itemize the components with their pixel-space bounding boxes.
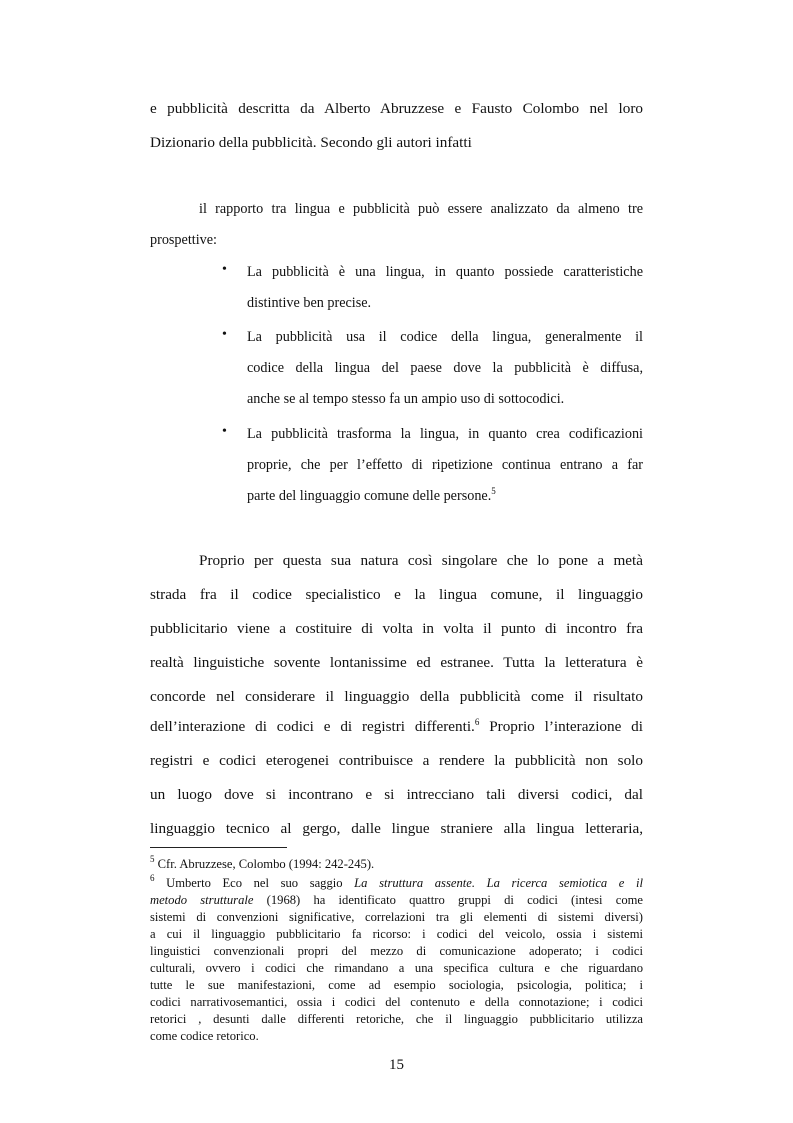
footnote-6-line-7: tutte le sue manifestazioni, come ad esempio sociologia, psicologia, politica; i <box>150 978 643 992</box>
body-line-6 <box>150 717 643 737</box>
bullet-1-line-1: La pubblicità è una lingua, in quanto possiede caratteristiche <box>247 264 643 280</box>
body-line-6-head: dell’interazione di codici e di registri differenti. <box>150 718 475 735</box>
body-line-5: concorde nel considerare il linguaggio della pubblicità come il risultato <box>150 688 643 705</box>
footnote-6-line-10: come codice retorico. <box>150 1029 259 1043</box>
body-line-4: realtà linguistiche sovente lontanissime ed estranee. Tutta la letteratura è <box>150 654 643 671</box>
quote-line-1: il rapporto tra lingua e pubblicità può essere analizzato da almeno tre <box>199 201 643 217</box>
bullet-3-line-3 <box>247 486 496 506</box>
footnote-6-pre: Umberto Eco nel suo saggio <box>154 876 355 890</box>
body-line-9: linguaggio tecnico al gergo, dalle lingue straniere alla lingua letteraria, <box>150 820 643 837</box>
page-number: 15 <box>389 1057 404 1073</box>
footnote-separator <box>150 847 287 848</box>
body-line-8: un luogo dove si incontrano e si intrecciano tali diversi codici, dal <box>150 786 643 803</box>
bullet-1-marker: • <box>222 262 227 277</box>
footnote-ref-5: 5 <box>491 486 496 496</box>
footnote-5-mark: 5 <box>150 854 155 864</box>
footnote-6-mark: 6 <box>150 873 155 883</box>
bullet-3-line-3-text: parte del linguaggio comune delle persone. <box>247 488 492 504</box>
bullet-3-line-1: La pubblicità trasforma la lingua, in quanto crea codificazioni <box>247 426 643 442</box>
intro-line-2: Dizionario della pubblicità. Secondo gli autori infatti <box>150 134 472 151</box>
footnote-6-line-6: culturali, ovvero i codici che rimandano a una specifica cultura e che riguardano <box>150 961 643 975</box>
bullet-3-marker: • <box>222 424 227 439</box>
body-line-1: Proprio per questa sua natura così singolare che lo pone a metà <box>199 552 643 569</box>
body-line-3: pubblicitario viene a costituire di volta in volta il punto di incontro fra <box>150 620 643 637</box>
footnote-6-title: La struttura assente. La ricerca semiotica e il <box>354 876 643 890</box>
footnote-6-after-title: (1968) ha identificato quattro gruppi di codici (intesi come <box>253 893 644 907</box>
footnote-6-line-4: a cui il linguaggio pubblicitario fa ricorso: i codici del veicolo, ossia i sistemi <box>150 927 643 941</box>
bullet-1-line-2: distintive ben precise. <box>247 295 372 311</box>
footnote-5 <box>150 856 374 872</box>
footnote-6-title-2: metodo strutturale <box>150 893 254 907</box>
intro-line-1: e pubblicità descritta da Alberto Abruzzese e Fausto Colombo nel loro <box>150 100 643 117</box>
bullet-2-line-2: codice della lingua del paese dove la pubblicità è diffusa, <box>247 360 643 376</box>
footnote-6-line-5: linguistici convenzionali propri del mezzo di comunicazione adoperato; i codici <box>150 944 643 958</box>
footnote-6-line-9: retorici , desunti dalle differenti retoriche, che il linguaggio pubblicitario utilizza <box>150 1012 643 1026</box>
bullet-2-line-3: anche se al tempo stesso fa un ampio uso di sottocodici. <box>247 391 565 407</box>
footnote-6-line-1 <box>150 875 643 891</box>
body-line-7: registri e codici eterogenei contribuisce a rendere la pubblicità non solo <box>150 752 643 769</box>
bullet-2-marker: • <box>222 327 227 342</box>
bullet-2-line-1: La pubblicità usa il codice della lingua, generalmente il <box>247 329 643 345</box>
quote-line-2: prospettive: <box>150 232 217 248</box>
body-line-6-tail: Proprio l’interazione di <box>479 718 643 735</box>
footnote-6-line-8: codici narrativosemantici, ossia i codici del contenuto e della connotazione; i codici <box>150 995 643 1009</box>
footnote-ref-6: 6 <box>474 717 480 727</box>
footnote-6-line-3: sistemi di convenzioni significative, correlazioni tra gli elementi di sistemi diversi) <box>150 910 643 924</box>
footnote-6-line-2 <box>150 892 643 908</box>
bullet-3-line-2: proprie, che per l’effetto di ripetizione continua entrano a far <box>247 457 643 473</box>
footnote-5-text: Cfr. Abruzzese, Colombo (1994: 242-245). <box>154 857 375 871</box>
body-line-2: strada fra il codice specialistico e la lingua comune, il linguaggio <box>150 586 643 603</box>
